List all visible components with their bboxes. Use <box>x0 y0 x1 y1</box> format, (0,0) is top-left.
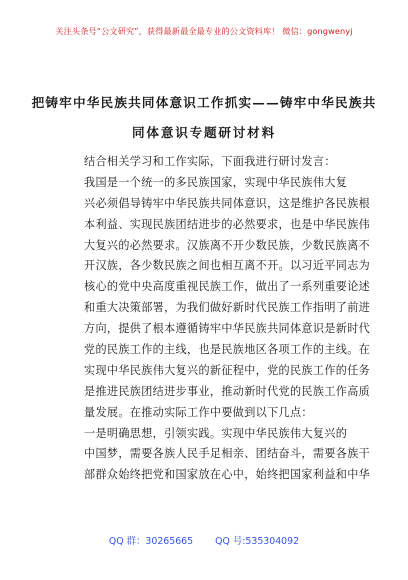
body-line: 党的民族工作的主线，也是民族地区各项工作的主线。在 <box>84 343 371 357</box>
body-line: 本利益、实现民族团结进步的必然要求，也是中华民族伟 <box>84 217 371 231</box>
body-line: 大复兴的必然要求。汉族离不开少数民族，少数民族离不 <box>84 238 371 252</box>
body-line: 开汉族，各少数民族之间也相互离不开。以习近平同志为 <box>84 259 371 273</box>
body-line: 和重大决策部署，为我们做好新时代民族工作指明了前进 <box>84 301 371 315</box>
body-line: 核心的党中央高度重视民族工作，做出了一系列重要论述 <box>84 280 371 294</box>
body-line: 实现中华民族伟大复兴的新征程中，党的民族工作的任务 <box>84 363 371 377</box>
body-line: 部群众始终把党和国家放在心中，始终把国家利益和中华 <box>84 468 371 482</box>
body-line: 方向，提供了根本遵循铸牢中华民族共同体意识是新时代 <box>84 322 371 336</box>
qq-account-number: QQ 号:535304092 <box>215 536 300 547</box>
footer-contact <box>0 533 408 547</box>
document-body <box>84 152 371 486</box>
header-banner: 关注头条号“公文研究”，获得最新最全最专业的公文资料库！ 微信：gongwenyj <box>55 26 353 36</box>
body-line: 是推进民族团结进步事业，推动新时代党的民族工作高质 <box>84 384 371 398</box>
body-line: 中国梦，需要各族人民手足相亲、团结奋斗，需要各族干 <box>84 447 371 461</box>
body-line: 结合相关学习和工作实际，下面我进行研讨发言： <box>84 155 336 168</box>
body-line: 量发展。在推动实际工作中要做到以下几点： <box>84 405 313 419</box>
body-line: 一是明确思想，引领实践。实现中华民族伟大复兴的 <box>84 426 348 440</box>
document-title-line-2: 同体意识专题研讨材料 <box>132 125 276 140</box>
qq-group-number: QQ 群：30265665 <box>108 536 194 547</box>
body-line: 兴必须倡导铸牢中华民族共同体意识，这是维护各民族根 <box>84 196 371 210</box>
body-line: 我国是一个统一的多民族国家，实现中华民族伟大复 <box>84 175 348 189</box>
document-title-line-1: 把铸牢中华民族共同体意识工作抓实——铸牢中华民族共 <box>31 95 377 110</box>
